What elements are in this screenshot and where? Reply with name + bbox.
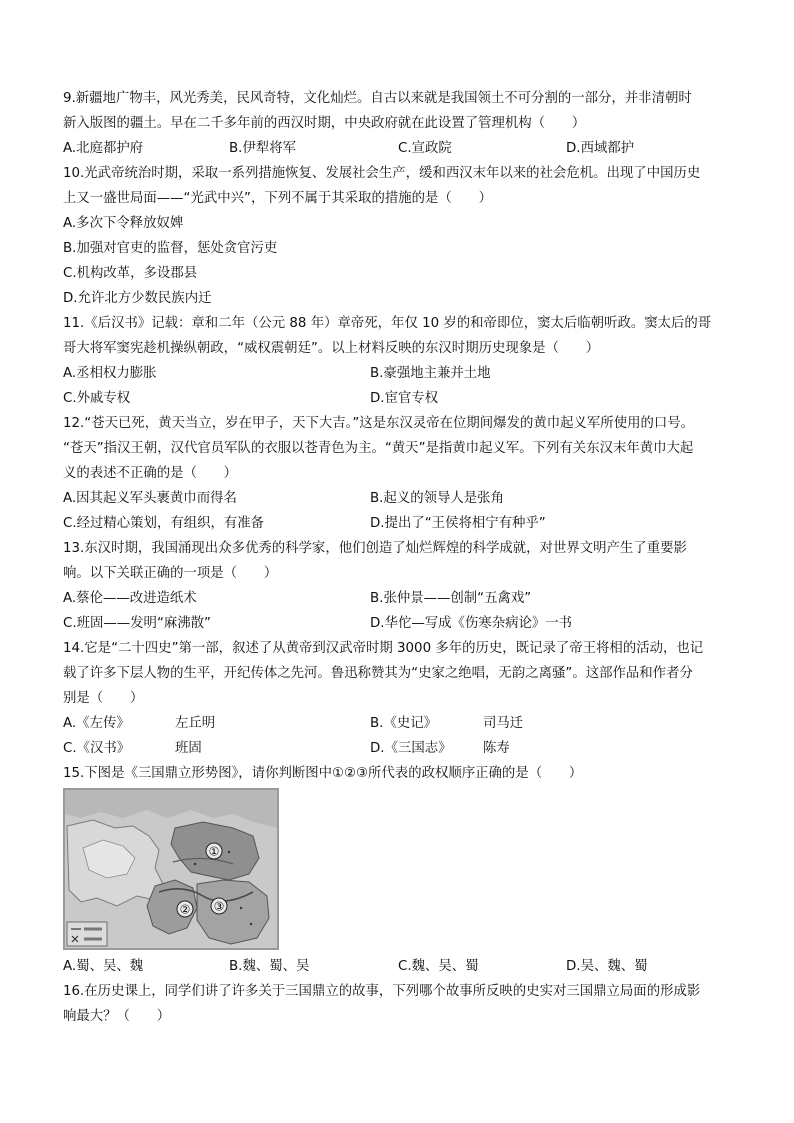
q9-options — [63, 136, 733, 161]
q11-stem-line1: 11.《后汉书》记载：章和二年（公元 88 年）章帝死，年仅 10 岁的和帝即位，窦太后临朝听政。窦太后的哥 — [63, 316, 712, 331]
q12-stem-line2: “苍天”指汉王朝，汉代官员军队的衣服以苍青色为主。“黄天”是指黄巾起义军。下列有关东汉末年黄巾大起 — [63, 441, 694, 456]
q12-option-b[interactable]: B.起义的领导人是张角 — [370, 491, 504, 506]
map-legend — [67, 922, 107, 946]
q10-option-a[interactable]: A.多次下令释放奴婢 — [63, 216, 184, 231]
q15-option-b[interactable]: B.魏、蜀、吴 — [229, 959, 310, 974]
q14-option-b-book: B.《史记》 — [370, 716, 438, 731]
q11-option-a[interactable]: A.丞相权力膨胀 — [63, 366, 157, 381]
q9-stem-line2: 新入版图的疆土。早在二千多年前的西汉时期，中央政府就在此设置了管理机构（ ） — [63, 116, 586, 131]
q12-options-row1 — [63, 486, 733, 511]
q14-stem-line3: 别是（ ） — [63, 691, 144, 706]
q14-option-a-book: A.《左传》 — [63, 716, 130, 731]
q15-options — [63, 954, 733, 979]
q14-stem-line1: 14.它是“二十四史”第一部，叙述了从黄帝到汉武帝时期 3000 多年的历史，既记录了帝王将相的活动，也记 — [63, 641, 704, 656]
q15-option-c[interactable]: C.魏、吴、蜀 — [398, 959, 479, 974]
q13-stem-line2: 响。以下关联正确的一项是（ ） — [63, 566, 278, 581]
q14-options-row1 — [63, 711, 733, 736]
q10-stem-line2: 上又一盛世局面——“光武中兴”，下列不属于其采取的措施的是（ ） — [63, 191, 492, 206]
q11-stem-line2: 哥大将军窦宪趁机操纵朝政，“威权震朝廷”。以上材料反映的东汉时期历史现象是（ ） — [63, 341, 600, 356]
q13-stem-line1: 13.东汉时期，我国涌现出众多优秀的科学家，他们创造了灿烂辉煌的科学成就，对世界文明产生了重要影 — [63, 541, 687, 556]
q12-options-row2 — [63, 511, 733, 536]
q12-stem-line3: 义的表述不正确的是（ ） — [63, 466, 238, 481]
q9-option-b[interactable]: B.伊犁将军 — [229, 141, 297, 156]
q14-option-c-book: C.《汉书》 — [63, 741, 131, 756]
three-kingdoms-map — [63, 788, 279, 950]
q12-option-a[interactable]: A.因其起义军头裹黄巾而得名 — [63, 491, 237, 506]
q14-stem-line2: 载了许多下层人物的生平，开纪传体之先河。鲁迅称赞其为“史家之绝唱，无韵之离骚”。这部作品和作者分 — [63, 666, 693, 681]
q12-option-c[interactable]: C.经过精心策划，有组织，有准备 — [63, 516, 265, 531]
q12-option-d[interactable]: D.提出了“王侯将相宁有种乎” — [370, 516, 546, 531]
q10-option-b[interactable]: B.加强对官吏的监督，惩处贪官污吏 — [63, 241, 278, 256]
q11-options-row2 — [63, 386, 733, 411]
q13-option-b[interactable]: B.张仲景——创制“五禽戏” — [370, 591, 532, 606]
q9-option-d[interactable]: D.西域都护 — [566, 141, 635, 156]
q10-stem-line1: 10.光武帝统治时期，采取一系列措施恢复、发展社会生产，缓和西汉末年以来的社会危机。出现了中国历史 — [63, 166, 701, 181]
q11-option-b[interactable]: B.豪强地主兼并土地 — [370, 366, 491, 381]
map-marker-3-label: ③ — [213, 899, 225, 914]
q14-option-b-author: 司马迁 — [483, 716, 524, 731]
q14-option-a[interactable] — [63, 711, 130, 736]
q10-option-c[interactable]: C.机构改革，多设郡县 — [63, 266, 198, 281]
q14-option-d-author: 陈寿 — [483, 741, 510, 756]
exam-page — [63, 86, 733, 1029]
q16-stem-line1: 16.在历史课上，同学们讲了许多关于三国鼎立的故事，下列哪个故事所反映的史实对三国鼎立局面的形成影 — [63, 984, 701, 999]
q12-stem-line1: 12.“苍天已死，黄天当立，岁在甲子，天下大吉。”这是东汉灵帝在位期间爆发的黄巾起义军所使用的口号。 — [63, 416, 695, 431]
q9-option-c[interactable]: C.宣政院 — [398, 141, 452, 156]
q13-option-a[interactable]: A.蔡伦——改进造纸术 — [63, 591, 197, 606]
q9-stem-line1: 9.新疆地广物丰，风光秀美，民风奇特，文化灿烂。自古以来就是我国领土不可分割的一部分，并非清朝时 — [63, 91, 692, 106]
q14-option-c-author: 班固 — [175, 741, 202, 756]
q13-option-c[interactable]: C.班固——发明“麻沸散” — [63, 616, 211, 631]
q11-options-row1 — [63, 361, 733, 386]
q15-option-a[interactable]: A.蜀、吴、魏 — [63, 959, 144, 974]
q9-option-a[interactable]: A.北庭都护府 — [63, 141, 144, 156]
q14-option-d[interactable] — [370, 736, 452, 761]
q14-options-row2 — [63, 736, 733, 761]
q11-option-c[interactable]: C.外戚专权 — [63, 391, 131, 406]
map-marker-2-label: ② — [179, 902, 191, 917]
map-marker-1-label: ① — [208, 844, 220, 859]
q15-stem-line1: 15.下图是《三国鼎立形势图》，请你判断图中①②③所代表的政权顺序正确的是（ ） — [63, 766, 583, 781]
q15-option-d[interactable]: D.吴、魏、蜀 — [566, 959, 648, 974]
q14-option-d-book: D.《三国志》 — [370, 741, 452, 756]
q14-option-a-author: 左丘明 — [175, 716, 216, 731]
q14-option-b[interactable] — [370, 711, 437, 736]
q16-stem-line2: 响最大？（ ） — [63, 1009, 171, 1024]
q11-option-d[interactable]: D.宦官专权 — [370, 391, 439, 406]
q13-option-d[interactable]: D.华佗—写成《伤寒杂病论》一书 — [370, 616, 573, 631]
q14-option-c[interactable] — [63, 736, 130, 761]
q13-options-row2 — [63, 611, 733, 636]
q10-option-d[interactable]: D.允许北方少数民族内迁 — [63, 291, 212, 306]
q13-options-row1 — [63, 586, 733, 611]
